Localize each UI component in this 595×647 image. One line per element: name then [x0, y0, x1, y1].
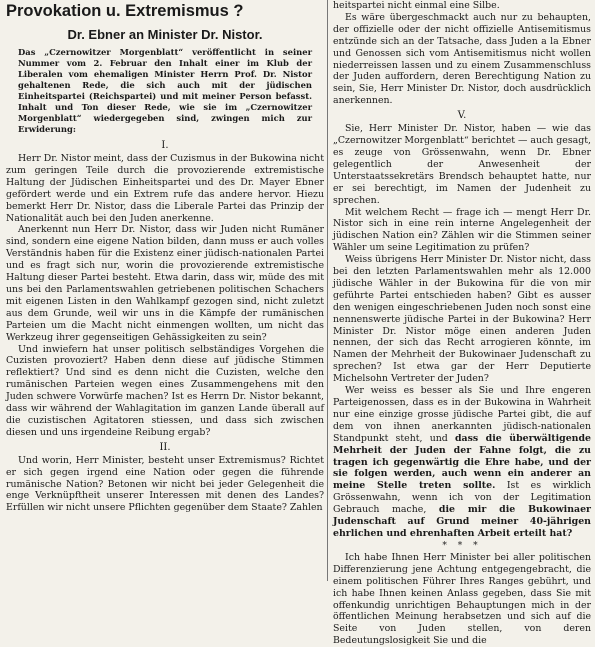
column-divider: [327, 0, 328, 581]
paragraph: [333, 385, 591, 540]
paragraph: Und worin, Herr Minister, besteht unser Extremismus? Richtet er sich gegen irgend eine Nation oder gegen die führende rumänische Nation? Betonen wir nicht bei jeder Gelegenheit die enge Verknüpftheit unserer Interessen mit denen des Landes? Erfüllen wir nicht unsere Pflichten gegenüber dem Staate? Zahlen: [6, 454, 324, 514]
bold-text-run: die mir die Bukowinaer Judenschaft auf Grund meiner 40-jährigen ehrlichen und ehrenhaften Arbeit erteilt hat?: [333, 504, 591, 539]
article-subheadline: Dr. Ebner an Minister Dr. Nistor.: [67, 27, 263, 42]
bold-text-run: dass die überwältigende Mehrheit der Juden der Fahne folgt, die zu tragen ich gegenwärtig die Ehre habe, und der sie folgen werden, auch wenn ein anderer an meine Stelle treten sollte.: [333, 432, 591, 492]
article-headline: Provokation u. Extremismus ?: [6, 2, 244, 20]
paragraph: heitspartei nicht einmal eine Silbe.: [333, 0, 500, 11]
section-heading-5: V.: [457, 110, 467, 122]
text-run: Wer weiss es besser als Sie und Ihre engeren Parteigenossen, dass es in der Bukowina in Wahrheit nur eine einzige grosse jüdische Partei gibt, die auf dem von ihnen anerkannten jüdisch-nationalen Standpunkt steht, und: [333, 385, 591, 444]
paragraph: Mit welchem Recht — frage ich — mengt Herr Dr. Nistor sich in eine rein interne Angelegenheit der jüdischen Nation ein? Zählen wir die Stimmen seiner Wähler um seine Legitimation zu prüfen?: [333, 206, 591, 254]
left-column: [6, 0, 324, 581]
paragraph: Weiss übrigens Herr Minister Dr. Nistor nicht, dass bei den letzten Parlamentswahlen mehr als 12.000 jüdische Wähler in der Bukowina für die von mir geführte Partei entschieden haben? Gibt es ausser den wenigen eingeschriebenen Juden noch sonst eine nennenswerte jüdische Partei in der Bukowina? Herr Minister Dr. Nistor möge einen anderen Juden nennen, der sich das Recht arrogieren könnte, im Namen der Mehrheit der Bukowinaer Judenschaft zu sprechen? Ist etwa gar der Herr Deputierte Michelsohn Vertreter der Juden?: [333, 254, 591, 385]
section-heading-2: II.: [159, 441, 171, 453]
section-heading-1: I.: [161, 140, 169, 151]
section-separator: * * *: [442, 540, 482, 551]
text-run: Ist es wirklich Grössenwahn, wenn ich von der Legitimation Gebrauch mache,: [333, 480, 591, 516]
paragraph: Sie, Herr Minister Dr. Nistor, haben — wie das „Czernowitzer Morgenblatt“ berichtet — auch gesagt, es zeuge von Grössenwahn, wenn Dr. Ebner gelegentlich der Anwesenheit der Unterstaatssekretärs Brendsch behauptet hatte, nur er sei berechtigt, im Namen der Judenheit zu sprechen.: [333, 123, 591, 206]
paragraph: Anerkennt nun Herr Dr. Nistor, dass wir Juden nicht Rumäner sind, sondern eine eigene Nation bilden, dann muss er auch volles Verständnis haben für die Existenz einer jüdisch-nationalen Partei und es fragt sich nur, worin die provozierende extremistische Haltung dieser Partei besteht. Etwa darin, dass wir, müde des mit uns bei den Parlamentswahlen getriebenen politischen Schachers mit eigenen Listen in den Wahlkampf gezogen sind, nicht zuletzt aus dem Grunde, weil wir uns in die Kämpfe der rumänischen Parteien um die Macht nicht einmengen wollten, um nicht das Werkzeug ihrer gegenseitigen Gehässigkeiten zu sein?: [6, 224, 324, 343]
right-column: [333, 0, 591, 647]
paragraph: Es wäre übergeschmackt auch nur zu behaupten, der offizielle oder der nicht offizielle Antisemitismus entzünde sich an der Tatsache, dass Juden a la Ebner und Genossen sich vom Antisemitismus nicht wollen niederreissen lassen und zu einem Zusammenschluss der Juden auffordern, deren Berechtigung Nation zu sein, Sie, Herr Minister Dr. Nistor, doch ausdrücklich anerkennen.: [333, 11, 591, 107]
paragraph: Und inwiefern hat unser politisch selbständiges Vorgehen die Cuzisten provoziert? Haben denn diese auf jüdische Stimmen reflektiert? Und sind es denn nicht die Cuzisten, welche den rumänischen Parteien wegen eines Zusammengehens mit den Juden schwere Vorwürfe machen? Ist es Herrn Dr. Nistor bekannt, dass wir während der Wahlagitation im ganzen Lande überall auf die cuzistischen Agitatoren stiessen, und dass sich zwischen diesen und uns irgendeine Reibung ergab?: [6, 343, 324, 438]
paragraph: Ich habe Ihnen Herr Minister bei aller politischen Differenzierung jene Achtung entgegengebracht, die einem politischen Führer Ihres Ranges gebührt, und ich habe Ihnen keinen Anlass gegeben, dass Sie mit offenkundig unrichtigen Behauptungen mich in der öffentlichen Meinung herabsetzen und sich auf die Seite von Juden stellen, von deren Bedeutungslosigkeit Sie und die: [333, 551, 591, 647]
intro-paragraph: Das „Czernowitzer Morgenblatt“ veröffentlicht in seiner Nummer vom 2. Februar den Inhalt einer im Klub der Liberalen vom ehemaligen Minister Herrn Prof. Dr. Nistor gehaltenen Rede, die sich auch mit der jüdischen Einheitspartei (Reichspartei) und mit meiner Person befasst. Inhalt und Ton dieser Rede, wie sie im „Czernowitzer Morgenblatt“ wiedergegeben sind, zwingen mich zur Erwiderung:: [18, 47, 312, 134]
paragraph: Herr Dr. Nistor meint, dass der Cuzismus in der Bukowina nicht zum geringen Teile durch die provozierende extremistische Haltung der Jüdischen Einheitspartei und des Dr. Mayer Ebner gefördert werde und ein Extrem rufe das andere hervor. Hiezu bemerkt Herr Dr. Nistor, dass die Liberale Partei das Prinzip der Nationalität auch bei den Juden anerkenne.: [6, 153, 324, 224]
